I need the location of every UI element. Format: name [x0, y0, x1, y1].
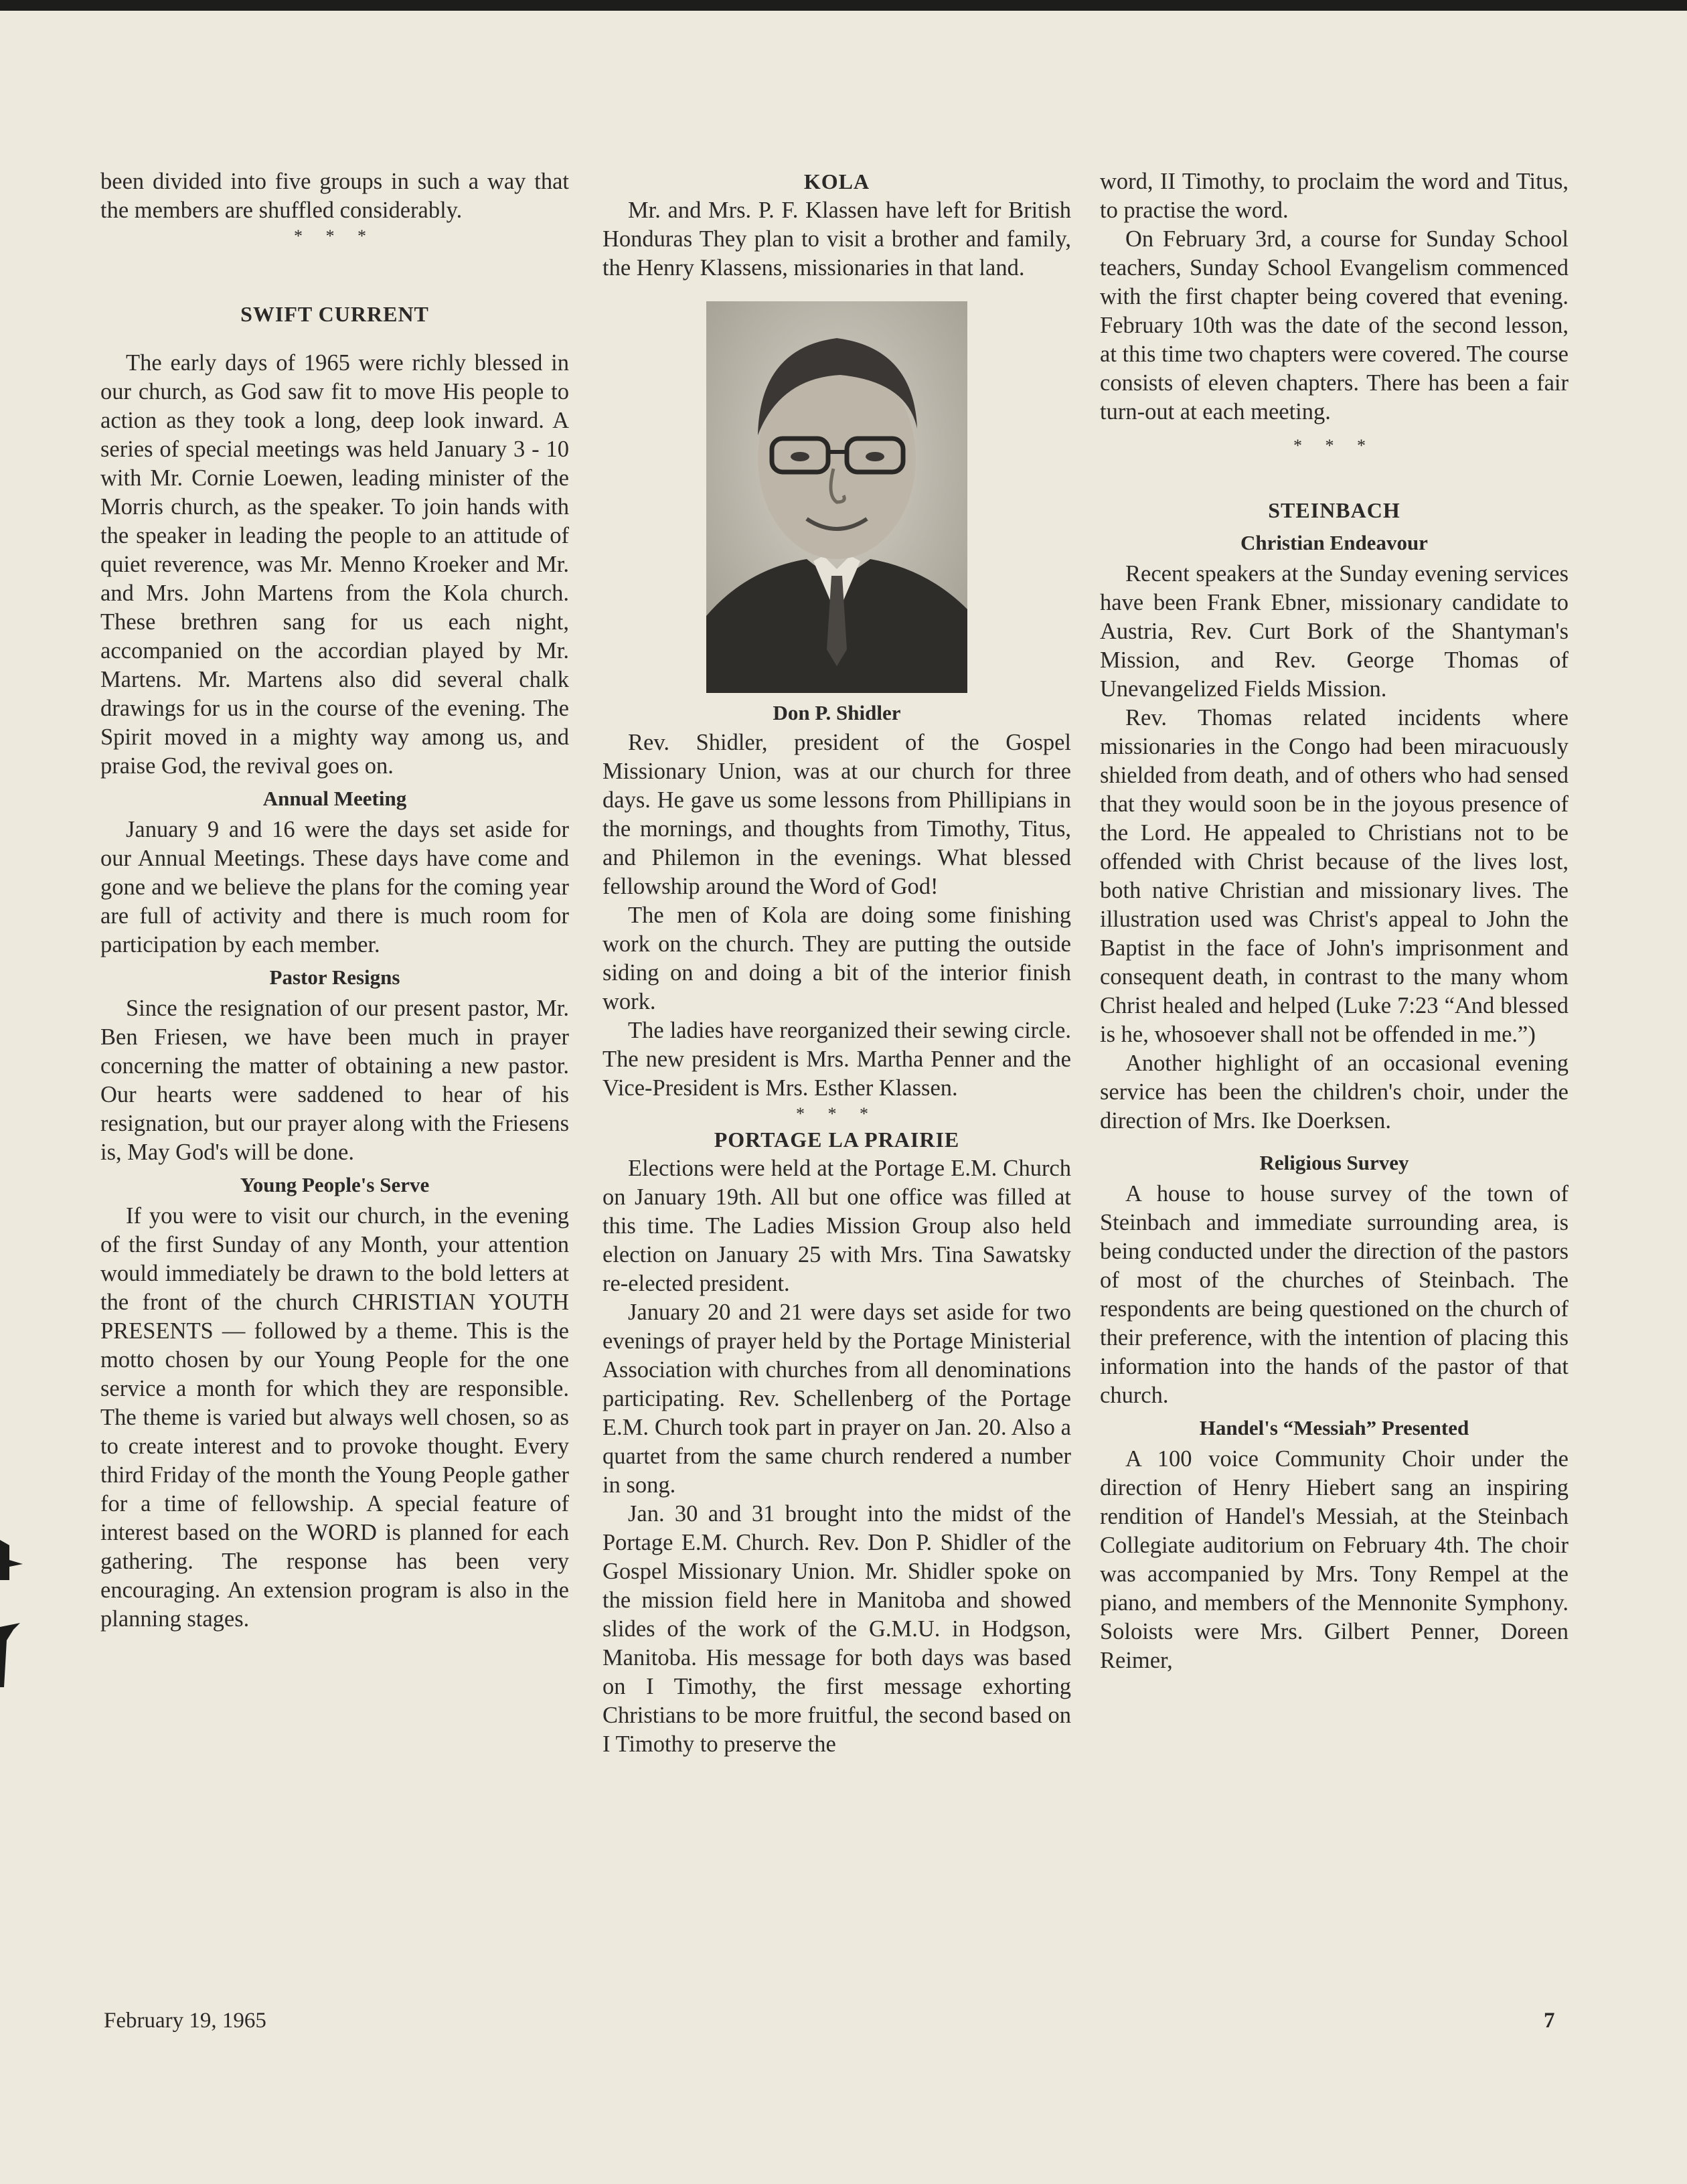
paragraph-speakers: Recent speakers at the Sunday evening services have been Frank Ebner, missionary candidate to Austria, Rev. Curt Bork of the Shantyman's Mission, and Rev. George Thomas of Unevangelized Fields Mission. [1100, 561, 1569, 702]
page-number: 7 [1544, 2009, 1555, 2033]
paragraph-continued-right: word, II Timothy, to proclaim the word and Titus, to practise the word. [1100, 169, 1569, 223]
column-left [100, 167, 569, 1634]
heading-religious-survey: Religious Survey [1259, 1151, 1409, 1174]
paragraph-young-peoples-serve: If you were to visit our church, in the evening of the first Sunday of any Month, your attention would immediately be drawn to the bold letters at the front of the church CHRISTIAN YOUTH PRESENTS — followed by a theme. This is the motto chosen by our Young People for the one service a month for which they are responsible. The theme is varied but always well chosen, so as to create interest and to provoke thought. Every third Friday of the month the Young People gather for a time of fellowship. A special feature of interest based on the WORD is planned for each gathering. The response has been very encouraging. An extension program is also in the planning stages. [100, 1203, 569, 1632]
footer-date: February 19, 1965 [104, 2009, 266, 2033]
paragraph-pastor-resigns: Since the resignation of our present pastor, Mr. Ben Friesen, we have been much in prayer concerning the matter of obtaining a new pastor. Our hearts were saddened to hear of his resignation, but our prayer along with the Friesens is, May God's will be done. [100, 996, 569, 1165]
magazine-page [100, 167, 1573, 2029]
paragraph-men-of-kola: The men of Kola are doing some finishing work on the church. They are putting the outside siding on and doing a bit of the interior finish work. [602, 903, 1071, 1014]
binding-mark-lower [0, 1620, 23, 1687]
paragraph-elections: Elections were held at the Portage E.M. Church on January 19th. All but one office was filled at this time. The Ladies Mission Group also held election on January 25 with Mrs. Tina Sawatsky re-elected president. [602, 1156, 1071, 1296]
section-separator: * * * [1293, 436, 1375, 455]
scan-top-edge [0, 0, 1687, 11]
paragraph-shidler: Rev. Shidler, president of the Gospel Missionary Union, was at our church for three days. He gave us some lessons from Phillipians in the mornings, and thoughts from Timothy, Titus, and Philemon in the evenings. What blessed fellowship around the Word of God! [602, 730, 1071, 899]
paragraph-messiah: A 100 voice Community Choir under the direction of Henry Hiebert sang an inspiring rendition of Handel's Messiah, at the Steinbach Collegiate auditorium on February 4th. The choir was accompanied by Mrs. Tony Rempel at the piano, and members of the Mennonite Symphony. Soloists were Mrs. Gilbert Penner, Doreen Reimer, [1100, 1446, 1569, 1673]
paragraph-childrens-choir: Another highlight of an occasional evening service has been the children's choir, under the direction of Mrs. Ike Doerksen. [1100, 1050, 1569, 1134]
heading-portage-la-prairie: PORTAGE LA PRAIRIE [714, 1127, 960, 1152]
paragraph-sunday-school-course: On February 3rd, a course for Sunday School teachers, Sunday School Evangelism commenced with the first chapter being covered that evening. February 10th was the date of the second lesson, at this time two chapters were covered. The course consists of eleven chapters. There has been a fair turn-out at each meeting. [1100, 226, 1569, 424]
heading-pastor-resigns: Pastor Resigns [269, 965, 400, 989]
heading-young-peoples-serve: Young People's Serve [240, 1173, 430, 1196]
heading-swift-current: SWIFT CURRENT [240, 302, 429, 326]
section-separator: * * * [294, 226, 376, 246]
binding-mark [0, 1540, 23, 1580]
paragraph-swift-current: The early days of 1965 were richly blessed in our church, as God saw fit to move His people to action as they took a long, deep look inward. A series of special meetings was held January 3 - 10 with Mr. Cornie Loewen, leading minister of the Morris church, as the speaker. To join hands with the speaker in leading the people to an attitude of quiet reverence, was Mr. Menno Kroeker and Mr. and Mrs. John Martens from the Kola church. These brethren sang for us each night, accompanied on the accordian played by Mr. Martens. Mr. Martens also did several chalk drawings for us in the course of the evening. The Spirit moved in a mighty way among us, and praise God, the revival goes on. [100, 350, 569, 779]
paragraph-rev-thomas: Rev. Thomas related incidents where missionaries in the Congo had been miracuously shielded from death, and of others who had sensed that they would soon be in the joyous presence of the Lord. He appealed to Christians not to be offended with Christ because of the lives lost, both native Christian and missionary lives. The illustration used was Christ's appeal to John the Baptist in the face of John's imprisonment and consequent death, in contrast to the many whom Christ healed and helped (Luke 7:23 “And blessed is he, whosoever shall not be offended in me.”) [1100, 705, 1569, 1047]
column-right [1100, 167, 1569, 1675]
paragraph-prayer-evenings: January 20 and 21 were days set aside for two evenings of prayer held by the Portage Ministerial Association with churches from all denominations participating. Rev. Schellenberg of the Portage E.M. Church took part in prayer on Jan. 20. Also a quartet from the same church rendered a number in song. [602, 1300, 1071, 1498]
paragraph-jan-30: Jan. 30 and 31 brought into the midst of the Portage E.M. Church. Rev. Don P. Shidler of the Gospel Missionary Union. Mr. Shidler spoke on the mission field here in Manitoba and showed slides of the work of the G.M.U. in Hodgson, Manitoba. His message for both days was based on I Timothy, the first message exhorting Christians to be more fruitful, the second based on I Timothy to preserve the [602, 1501, 1071, 1757]
portrait-photo [706, 301, 967, 693]
heading-christian-endeavour: Christian Endeavour [1240, 531, 1428, 554]
portrait-photo-frame [706, 301, 967, 693]
section-separator: * * * [796, 1104, 878, 1123]
paragraph-annual-meeting: January 9 and 16 were the days set aside for our Annual Meetings. These days have come and gone and we believe the plans for the coming year are full of activity and there is much room for participation by each member. [100, 817, 569, 957]
heading-messiah: Handel's “Messiah” Presented [1199, 1416, 1469, 1439]
paragraph-religious-survey: A house to house survey of the town of Steinbach and immediate surrounding area, is being conducted under the direction of the pastors of most of the churches of Steinbach. The respondents are being questioned on the church of their preference, with the intention of placing this information into the hands of the pastor of that church. [1100, 1181, 1569, 1408]
column-middle [602, 167, 1071, 1759]
heading-steinbach: STEINBACH [1268, 498, 1400, 522]
photo-caption: Don P. Shidler [773, 701, 901, 724]
heading-annual-meeting: Annual Meeting [262, 787, 407, 810]
paragraph-continued: been divided into five groups in such a way that the members are shuffled considerably. [100, 169, 569, 223]
paragraph-kola: Mr. and Mrs. P. F. Klassen have left for British Honduras They plan to visit a brother and family, the Henry Klassens, missionaries in that land. [602, 198, 1071, 281]
paragraph-ladies: The ladies have reorganized their sewing circle. The new president is Mrs. Martha Penner and the Vice-President is Mrs. Esther Klassen. [602, 1018, 1071, 1101]
heading-kola: KOLA [803, 169, 870, 193]
